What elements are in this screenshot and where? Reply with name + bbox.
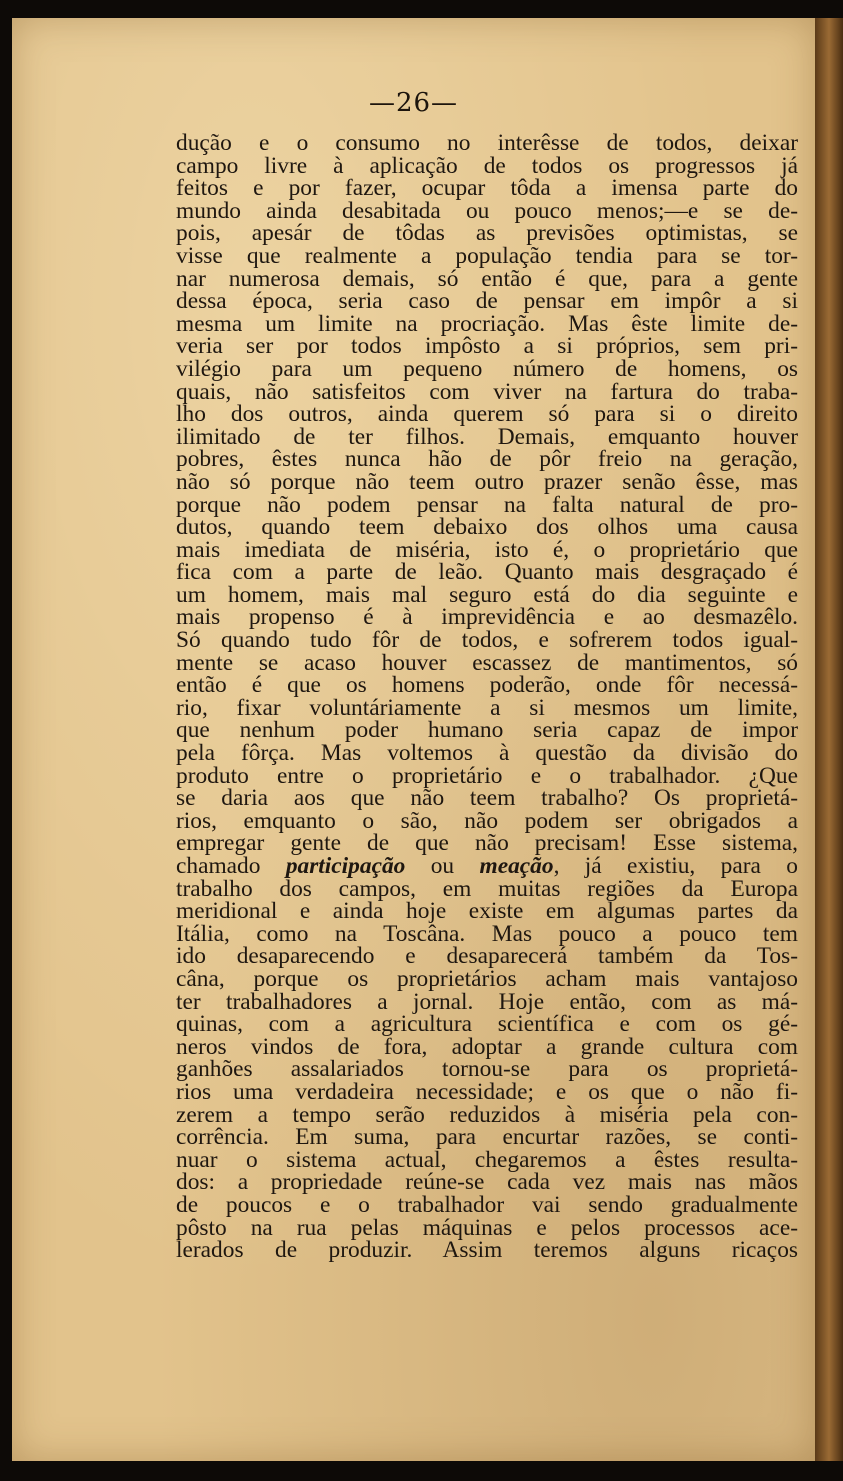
text-line: nar numerosa demais, só então é que, para a gente <box>176 265 798 292</box>
text-line: mais imediata de miséria, isto é, o proprietário que <box>176 536 798 563</box>
text-line: Itália, como na Toscâna. Mas pouco a pouco tem <box>176 920 798 947</box>
text-line: produto entre o proprietário e o trabalhador. ¿Que <box>176 762 798 789</box>
text-line: quinas, com a agricultura scientífica e com os gé- <box>176 1011 798 1038</box>
text-line: Só quando tudo fôr de todos, e sofrerem todos igual- <box>176 627 798 654</box>
emphasized-term: meação <box>479 853 554 879</box>
text-line: pois, apesár de tôdas as previsões optimistas, se <box>176 220 798 247</box>
emphasized-term: participação <box>285 853 406 879</box>
text-line: dos: a propriedade reúne-se cada vez mais nas mãos <box>176 1169 798 1196</box>
text-line: ter trabalhadores a jornal. Hoje então, com as má- <box>176 988 798 1015</box>
text-line: veria ser por todos impôsto a si próprios, sem pri- <box>176 333 798 360</box>
text-line: mais propenso é à imprevidência e ao desmazêlo. <box>176 604 798 631</box>
text-line: ganhões assalariados tornou-se para os proprietá- <box>176 1056 798 1083</box>
text-line: chamado participação ou meação, já existiu, para o <box>176 853 798 879</box>
book-edge <box>815 18 843 1461</box>
text-line: dessa época, seria caso de pensar em impôr a si <box>176 288 798 315</box>
text-line: mundo ainda desabitada ou pouco menos;—e se de- <box>176 197 798 224</box>
text-line: mente se acaso houver escassez de mantimentos, só <box>176 649 798 676</box>
text-line: trabalho dos campos, em muitas regiões da Europa <box>176 875 798 902</box>
text-line: dutos, quando teem debaixo dos olhos uma causa <box>176 514 798 541</box>
text-line: porque não podem pensar na falta natural de pro- <box>176 491 798 518</box>
page-number: —26— <box>368 88 459 118</box>
text-line: um homem, mais mal seguro está do dia seguinte e <box>176 581 798 608</box>
text-line: campo livre à aplicação de todos os progressos já <box>176 152 798 179</box>
text-line: vilégio para um pequeno número de homens, os <box>176 355 798 382</box>
text-line: então é que os homens poderão, onde fôr necessá- <box>176 672 798 699</box>
text-line: lerados de produzir. Assim teremos alguns ricaços <box>176 1237 798 1264</box>
text-line: quais, não satisfeitos com viver na fartura do traba- <box>176 378 798 405</box>
text-line: visse que realmente a população tendia para se tor- <box>176 242 798 269</box>
text-line: lho dos outros, ainda querem só para si o direito <box>176 401 798 428</box>
text-line: pela fôrça. Mas voltemos à questão da divisão do <box>176 740 798 767</box>
text-line: feitos e por fazer, ocupar tôda a imensa parte do <box>176 175 798 202</box>
text-line: corrência. Em suma, para encurtar razões, se conti- <box>176 1124 798 1151</box>
text-line: meridional e ainda hoje existe em algumas partes da <box>176 898 798 925</box>
text-line: câna, porque os proprietários acham mais vantajoso <box>176 965 798 992</box>
text-line: rio, fixar voluntáriamente a si mesmos um limite, <box>176 694 798 721</box>
text-line: neros vindos de fora, adoptar a grande cultura com <box>176 1033 798 1060</box>
text-line: se daria aos que não teem trabalho? Os proprietá- <box>176 785 798 812</box>
text-line: dução e o consumo no interêsse de todos, deixar <box>176 130 798 156</box>
text-line: zerem a tempo serão reduzidos à miséria pela con- <box>176 1101 798 1128</box>
text-line: rios, emquanto o são, não podem ser obrigados a <box>176 807 798 834</box>
text-line: ilimitado de ter filhos. Demais, emquanto houver <box>176 423 798 450</box>
text-line: pobres, êstes nunca hão de pôr freio na geração, <box>176 446 798 473</box>
text-line: empregar gente de que não precisam! Esse sistema, <box>176 830 798 857</box>
text-line: rios uma verdadeira necessidade; e os que o não fi- <box>176 1078 798 1105</box>
text-line: não só porque não teem outro prazer senão êsse, mas <box>176 468 798 495</box>
text-line: nuar o sistema actual, chegaremos a êstes resulta- <box>176 1146 798 1173</box>
book-page <box>12 18 815 1461</box>
text-line: mesma um limite na procriação. Mas êste limite de- <box>176 310 798 337</box>
text-line: ido desaparecendo e desaparecerá também da Tos- <box>176 943 798 970</box>
body-text <box>176 132 798 1262</box>
text-line: pôsto na rua pelas máquinas e pelos processos ace- <box>176 1214 798 1241</box>
text-line: que nenhum poder humano seria capaz de impor <box>176 717 798 744</box>
text-line: fica com a parte de leão. Quanto mais desgraçado é <box>176 559 798 586</box>
text-line: de poucos e o trabalhador vai sendo gradualmente <box>176 1191 798 1218</box>
